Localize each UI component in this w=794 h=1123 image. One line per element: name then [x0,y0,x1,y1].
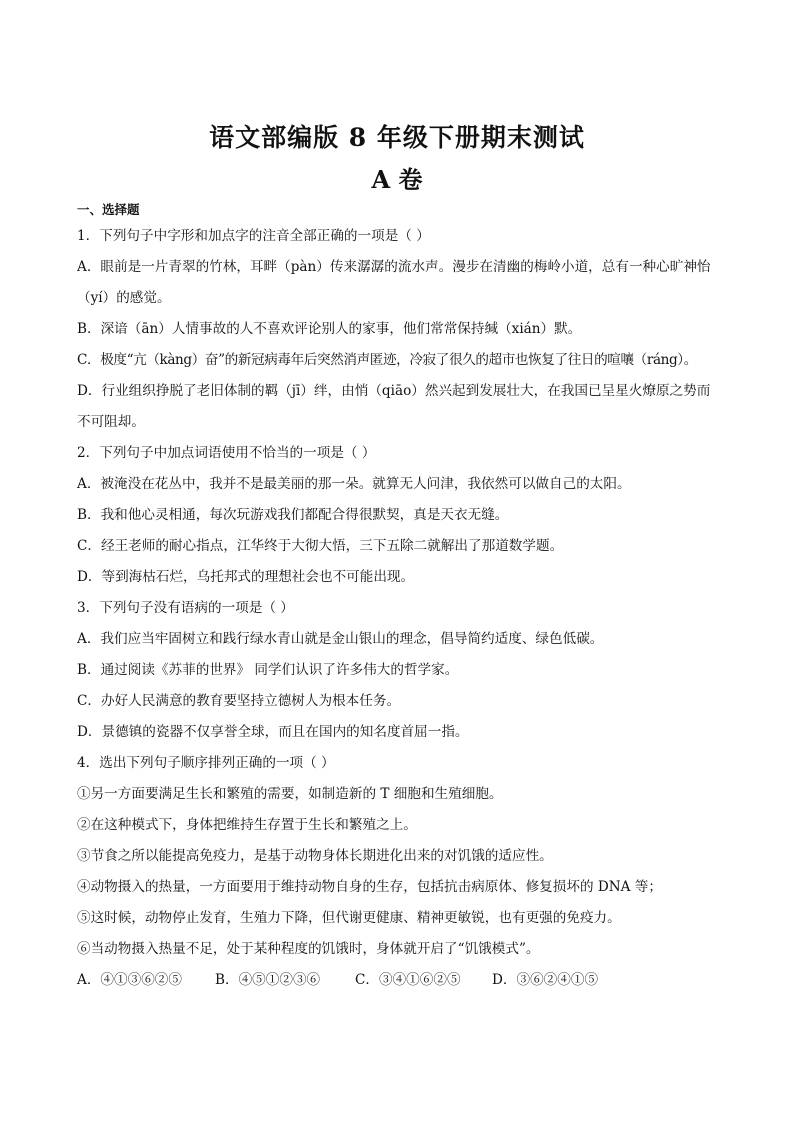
q1-option-a-cont: （yí）的感觉。 [77,290,171,306]
page-subtitle: A 卷 [371,165,423,194]
q4-sentence-3: ③节食之所以能提高免疫力，是基于动物身体长期进化出来的对饥饿的适应性。 [77,848,553,864]
q2-option-c: C．经王老师的耐心指点，江华终于大彻大悟，三下五除二就解出了那道数学题。 [77,538,564,554]
q3-option-a: A．我们应当牢固树立和践行绿水青山就是金山银山的理念，倡导简约适度、绿色低碳。 [77,631,604,647]
document-body [77,199,722,996]
q4-sentence-1: ①另一方面要满足生长和繁殖的需要，如制造新的 T 细胞和生殖细胞。 [77,786,503,802]
page-title: 语文部编版 8 年级下册期末测试 [209,123,585,152]
q3-option-d: D．景德镇的瓷器不仅享誉全球，而且在国内的知名度首屈一指。 [77,724,469,740]
q1-option-b: B．深谙（ān）人情事故的人不喜欢评论别人的家事，他们常常保持缄（xián）默。 [77,321,582,337]
q4-option-c: C．③④①⑥②⑤ [355,972,461,988]
q2-option-b: B．我和他心灵相通，每次玩游戏我们都配合得很默契，真是天衣无缝。 [77,507,509,523]
q4-sentence-5: ⑤这时候，动物停止发育，生殖力下降，但代谢更健康、精神更敏锐，也有更强的免疫力。 [77,910,621,926]
q4-option-b: B．④⑤①②③⑥ [215,972,321,988]
q4-sentence-6: ⑥当动物摄入热量不足，处于某种程度的饥饿时，身体就开启了“饥饿模式”。 [77,941,540,957]
q1-option-a: A．眼前是一片青翠的竹林，耳畔（pàn）传来潺潺的流水声。漫步在清幽的梅岭小道，总有一种心旷神怡 [77,259,711,275]
q4-sentence-4: ④动物摄入的热量，一方面要用于维持动物自身的生存，包括抗击病原体、修复损坏的 DNA 等； [77,879,662,895]
question-3: 3．下列句子没有语病的一项是（ ） [77,600,294,616]
q4-option-d: D．③⑥②④①⑤ [492,972,599,988]
q2-option-a: A．被淹没在花丛中，我并不是最美丽的那一朵。就算无人问津，我依然可以做自己的太阳。 [77,476,631,492]
question-4: 4．选出下列句子顺序排列正确的一项（ ） [77,755,335,771]
section-heading: 一、选择题 [77,202,140,217]
q1-option-c: C．极度“亢（kàng）奋”的新冠病毒年后突然消声匿迹，冷寂了很久的超市也恢复了往日的喧嚷（ráng）。 [77,352,697,368]
q4-option-a: A．④①③⑥②⑤ [77,972,182,988]
q4-options [77,965,722,996]
q1-option-d-cont: 不可阻却。 [77,414,145,430]
q2-option-d: D．等到海枯石烂，乌托邦式的理想社会也不可能出现。 [77,569,415,585]
question-1: 1．下列句子中字形和加点字的注音全部正确的一项是（ ） [77,228,430,244]
q3-option-b: B．通过阅读《苏菲的世界》 同学们认识了许多伟大的哲学家。 [77,662,459,678]
q1-option-d: D．行业组织挣脱了老旧体制的羁（jī）绊，由悄（qiāo）然兴起到发展壮大，在我国已呈星火燎原之势而 [77,383,711,399]
q4-sentence-2: ②在这种模式下，身体把维持生存置于生长和繁殖之上。 [77,817,417,833]
q3-option-c: C．办好人民满意的教育要坚持立德树人为根本任务。 [77,693,401,709]
question-2: 2．下列句子中加点词语使用不恰当的一项是（ ） [77,445,376,461]
